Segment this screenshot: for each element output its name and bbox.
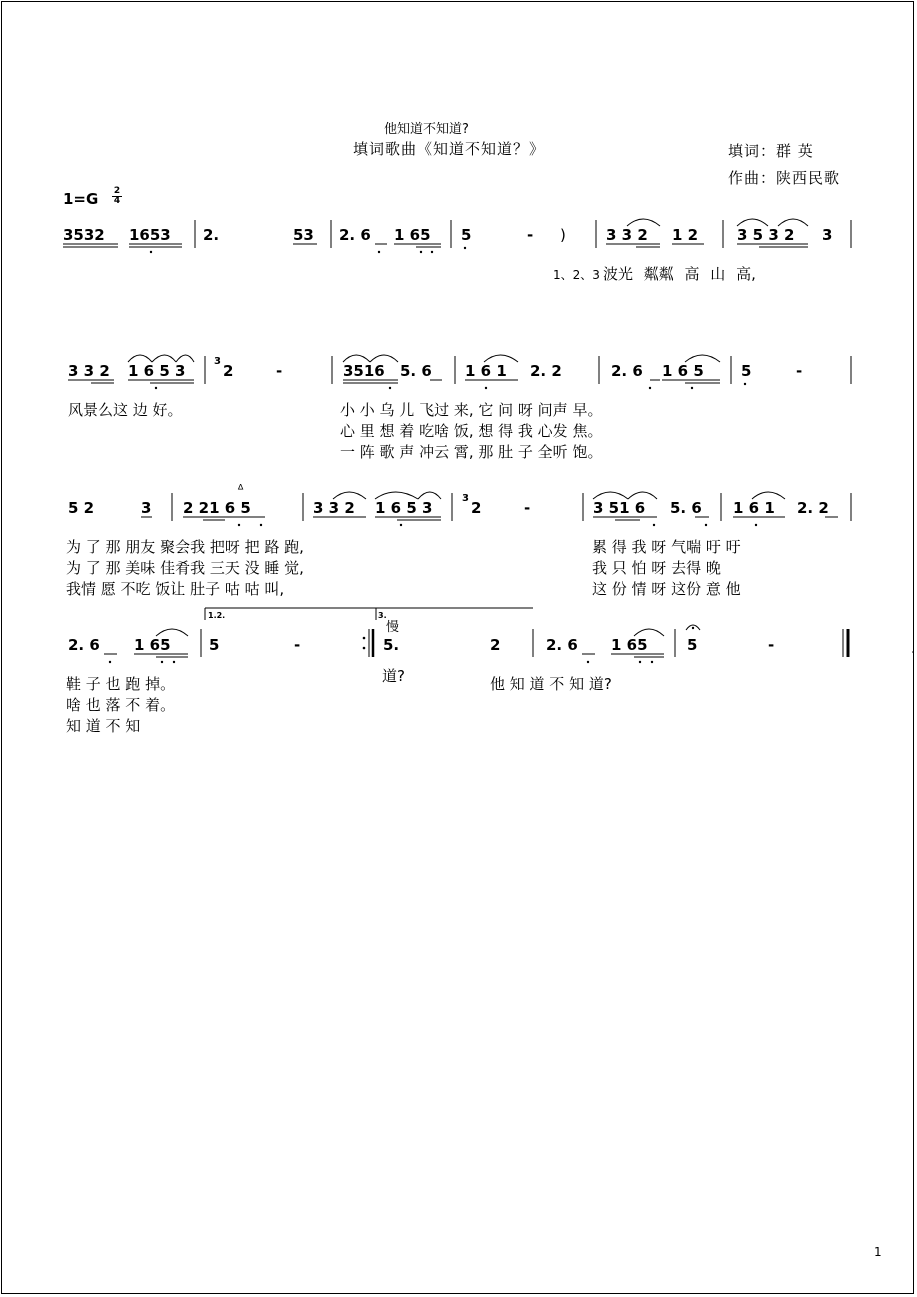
svg-text:3 3 2: 3 3 2 bbox=[606, 226, 648, 244]
svg-text:2: 2 bbox=[223, 362, 234, 380]
svg-text:2. 6: 2. 6 bbox=[546, 636, 578, 654]
svg-text:3516: 3516 bbox=[343, 362, 385, 380]
lyrics-line-2-verse-1a: 风景么这 边 好。 bbox=[68, 401, 183, 419]
lyrics-line-4-verse-3: 知 道 不 知 bbox=[66, 717, 141, 735]
verse-numbers: 1、2、3 bbox=[553, 268, 600, 282]
svg-text:-: - bbox=[294, 636, 301, 654]
svg-text:1 65: 1 65 bbox=[394, 226, 431, 244]
svg-text:3: 3 bbox=[462, 493, 469, 504]
svg-text:1 65: 1 65 bbox=[134, 636, 171, 654]
svg-text:2. 6: 2. 6 bbox=[68, 636, 100, 654]
subtitle: 填词歌曲《知道不知道？》 bbox=[353, 140, 546, 158]
svg-text:2. 6: 2. 6 bbox=[339, 226, 371, 244]
lyrics-line-4-verse-2: 啥 也 落 不 着。 bbox=[66, 696, 176, 714]
svg-text:1 65: 1 65 bbox=[611, 636, 648, 654]
svg-text:ᐞ: ᐞ bbox=[237, 483, 245, 498]
svg-text:5.: 5. bbox=[383, 636, 400, 654]
svg-text:1 6 5 3: 1 6 5 3 bbox=[128, 362, 186, 380]
svg-text:5: 5 bbox=[461, 226, 472, 244]
svg-text:2. 6: 2. 6 bbox=[611, 362, 643, 380]
svg-text:2.: 2. bbox=[203, 226, 220, 244]
svg-text:2: 2 bbox=[471, 499, 482, 517]
song-title: 他知道不知道? bbox=[384, 122, 469, 137]
svg-text:5 2: 5 2 bbox=[68, 499, 95, 517]
meter-numerator: 2 bbox=[113, 186, 121, 196]
score-line-4 bbox=[68, 608, 914, 663]
lyrics-line-2-verse-3: 一 阵 歌 声 冲云 霄, 那 肚 子 全听 饱。 bbox=[340, 443, 603, 461]
svg-text:1 6 5 3: 1 6 5 3 bbox=[375, 499, 433, 517]
svg-text:-: - bbox=[796, 362, 803, 380]
tempo-mark: 慢 bbox=[386, 620, 400, 635]
page-number: 1 bbox=[874, 1245, 882, 1259]
lyrics-line-3-verse-1a: 为 了 那 朋友 聚会我 把呀 把 路 跑, bbox=[66, 538, 304, 556]
svg-text:5. 6: 5. 6 bbox=[670, 499, 702, 517]
svg-text:2 21 6 5: 2 21 6 5 bbox=[183, 499, 251, 517]
meter-denominator: 4 bbox=[113, 196, 121, 206]
grace-note: 3 bbox=[214, 356, 221, 367]
svg-text:5: 5 bbox=[209, 636, 220, 654]
lyrics-line-1: 波光 粼粼 高 山 高, bbox=[603, 265, 756, 283]
svg-text:1653: 1653 bbox=[129, 226, 171, 244]
svg-text:2. 2: 2. 2 bbox=[530, 362, 562, 380]
score-line-3 bbox=[68, 483, 851, 526]
svg-text:): ) bbox=[560, 226, 566, 244]
lyrics-line-3-verse-2a: 为 了 那 美味 佳肴我 三天 没 睡 觉, bbox=[66, 559, 304, 577]
svg-text:5. 6: 5. 6 bbox=[400, 362, 432, 380]
svg-text:-: - bbox=[276, 362, 283, 380]
score-line-2 bbox=[68, 355, 851, 389]
lyrics-line-3-verse-3b: 这 份 情 呀 这份 意 他 bbox=[592, 580, 741, 598]
lyrics-line-3-verse-1b: 累 得 我 呀 气喘 吁 吁 bbox=[592, 538, 741, 556]
svg-text:2. 2: 2. 2 bbox=[797, 499, 829, 517]
svg-text:5: 5 bbox=[687, 636, 698, 654]
volta-first: 1.2. bbox=[208, 611, 226, 620]
score-line-1 bbox=[63, 219, 851, 253]
lyricist-credit: 填词：群 英 bbox=[728, 142, 814, 160]
svg-text:-: - bbox=[524, 499, 531, 517]
svg-text:53: 53 bbox=[293, 226, 314, 244]
lyrics-line-3-verse-3a: 我情 愿 不吃 饭让 肚子 咕 咕 叫, bbox=[66, 580, 285, 598]
composer-credit: 作曲：陕西民歌 bbox=[728, 169, 841, 187]
svg-text:-: - bbox=[527, 226, 534, 244]
svg-text:1 6 1: 1 6 1 bbox=[465, 362, 507, 380]
svg-text:3 3 2: 3 3 2 bbox=[313, 499, 355, 517]
svg-text:1 6 5: 1 6 5 bbox=[662, 362, 704, 380]
svg-text:5: 5 bbox=[741, 362, 752, 380]
volta-third: 3. bbox=[378, 611, 387, 620]
svg-text:1 2: 1 2 bbox=[672, 226, 699, 244]
svg-text:3 3 2: 3 3 2 bbox=[68, 362, 110, 380]
lyrics-line-4-verse-1: 鞋 子 也 跑 掉。 bbox=[66, 675, 176, 693]
svg-text:3: 3 bbox=[822, 226, 833, 244]
lyrics-line-4-ending: 道? bbox=[382, 667, 405, 685]
svg-text:3532: 3532 bbox=[63, 226, 105, 244]
svg-text:3: 3 bbox=[141, 499, 152, 517]
lyrics-line-3-verse-2b: 我 只 怕 呀 去得 晚 bbox=[592, 559, 721, 577]
svg-text:3 51 6: 3 51 6 bbox=[593, 499, 646, 517]
key-signature: 1=G bbox=[63, 190, 99, 208]
svg-text:3 5 3 2: 3 5 3 2 bbox=[737, 226, 795, 244]
lyrics-line-2-verse-2: 心 里 想 着 吃啥 饭, 想 得 我 心发 焦。 bbox=[340, 422, 603, 440]
lyrics-line-4-ending-2: 他 知 道 不 知 道? bbox=[490, 675, 612, 693]
svg-text:-: - bbox=[768, 636, 775, 654]
svg-text:1 6 1: 1 6 1 bbox=[733, 499, 775, 517]
svg-text:2: 2 bbox=[490, 636, 501, 654]
lyrics-line-2-verse-1b: 小 小 乌 儿 飞过 来, 它 问 呀 问声 早。 bbox=[340, 401, 603, 419]
